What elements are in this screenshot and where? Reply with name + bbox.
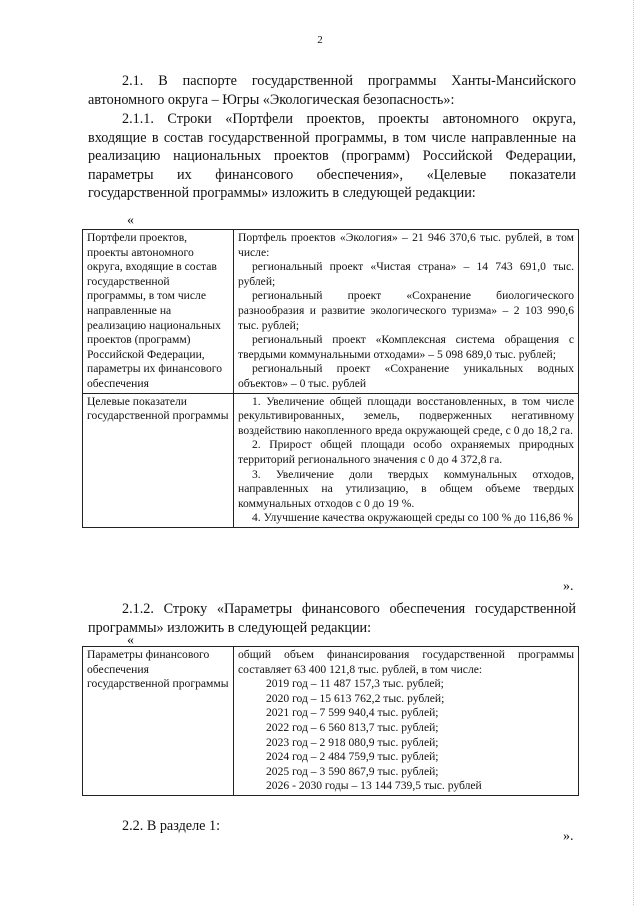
projects-table [82,229,579,528]
row-label-targets: Целевые показатели государственной программы [83,393,234,527]
financing-year-line: 2025 год – 3 590 867,9 тыс. рублей; [266,764,439,778]
financing-year-line: 2026 - 2030 годы – 13 144 739,5 тыс. рублей [266,779,482,793]
portfolio-line: региональный проект «Комплексная система обращения с твердыми коммунальными отходами» – 5 098 689,0 тыс. рублей; [238,333,574,361]
financing-year-line: 2024 год – 2 484 759,9 тыс. рублей; [266,750,439,764]
target-line: 3. Увеличение доли твердых коммунальных отходов, направленных на утилизацию, в общем объеме твердых коммунальных отходов с 0 до 19 %. [238,467,574,510]
target-line: 1. Увеличение общей площади восстановленных, в том числе рекультивированных, земель, подверженных негативному воздействию накопленного вреда окружающей среде, с 0 до 18,2 га. [238,394,574,437]
table-row [83,647,579,796]
table-row [83,393,579,527]
portfolio-line: Портфель проектов «Экология» – 21 946 370,6 тыс. рублей, в том числе: [238,231,574,259]
paragraph-2-1-1: 2.1.1. Строки «Портфели проектов, проекты автономного округа, входящие в состав государственной программы, в том числе направленные на реализацию национальных проектов (программ) Российской Федерации, параметры их финансового обеспечения», «Целевые показатели государственной программы» изложить в следующей редакции: [88,111,576,201]
financing-year-line: 2022 год – 6 560 813,7 тыс. рублей; [266,720,439,734]
financing-intro: общий объем финансирования государственной программы составляет 63 400 121,8 тыс. рублей, в том числе: [238,648,574,676]
open-quote-1: « [127,213,134,228]
portfolio-line: региональный проект «Чистая страна» – 14 743 691,0 тыс. рублей; [238,260,574,288]
financing-year-line: 2020 год – 15 613 762,2 тыс. рублей; [266,691,445,705]
paragraph-2-2: 2.2. В разделе 1: [122,818,221,834]
page-number: 2 [317,34,323,46]
row-value-targets [234,393,579,527]
row-value-financing [234,647,579,796]
financing-year-line: 2019 год – 11 487 157,3 тыс. рублей; [266,677,444,691]
paragraph-2-1: 2.1. В паспорте государственной программы Ханты-Мансийского автономного округа – Югры «Экологическая безопасность»: [88,73,576,108]
close-quote-2: ». [563,829,574,844]
target-line: 2. Прирост общей площади особо охраняемых природных территорий регионального значения с 0 до 4 372,8 га. [238,438,574,466]
row-label-portfolios: Портфели проектов, проекты автономного округа, входящие в состав государственной программы, в том числе направленные на реализацию национальных проектов (программ) Российской Федерации, параметры их финансового обеспечения [83,230,234,394]
financing-year-line: 2021 год – 7 599 940,4 тыс. рублей; [266,706,439,720]
financing-year-line: 2023 год – 2 918 080,9 тыс. рублей; [266,735,439,749]
portfolio-line: региональный проект «Сохранение биологического разнообразия и развитие экологического туризма» – 2 103 990,6 тыс. рублей; [238,289,574,332]
open-quote-2: « [127,633,134,648]
table-row [83,230,579,394]
page-edge [633,0,634,905]
financing-table [82,646,579,796]
portfolio-line: региональный проект «Сохранение уникальных водных объектов» – 0 тыс. рублей [238,362,574,390]
row-value-portfolios [234,230,579,394]
close-quote-1: ». [563,579,574,594]
target-line: 4. Улучшение качества окружающей среды со 100 % до 116,86 % [252,511,573,525]
row-label-financing: Параметры финансового обеспечения государственной программы [83,647,234,796]
paragraph-2-1-2: 2.1.2. Строку «Параметры финансового обеспечения государственной программы» изложить в следующей редакции: [88,601,576,636]
